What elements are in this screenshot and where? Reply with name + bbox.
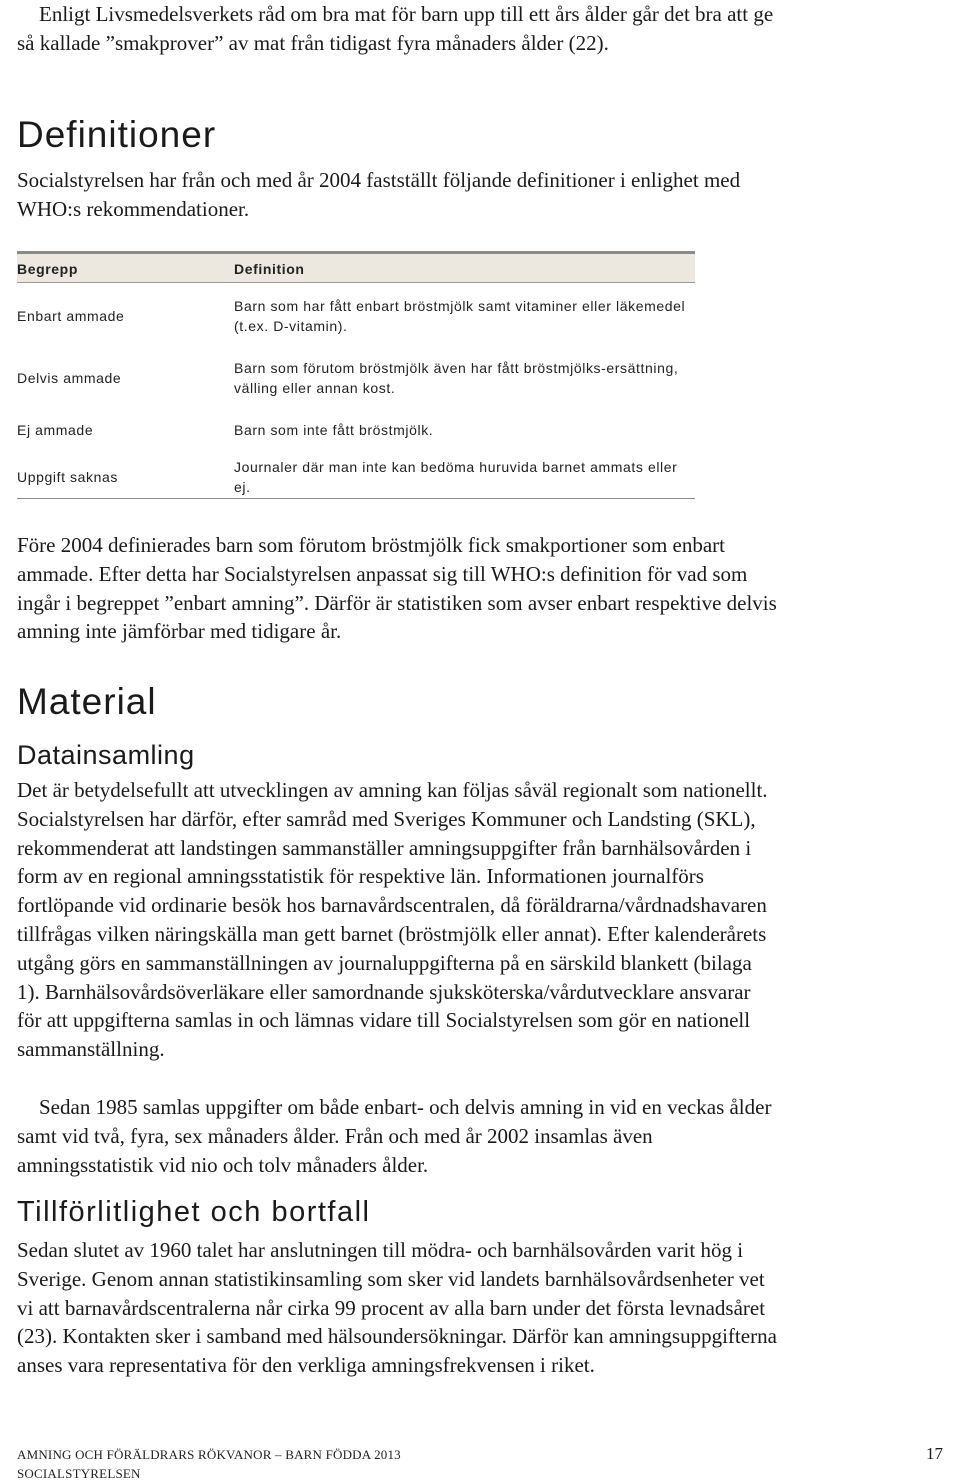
table-row-term: Ej ammade [17, 422, 94, 438]
table-header-definition: Definition [234, 261, 305, 277]
table-row-definition: Barn som har fått enbart bröstmjölk samt vitaminer eller läkemedel (t.ex. D-vitamin). [234, 298, 686, 334]
material-heading: Material [17, 681, 157, 722]
datainsamling-paragraph: Det är betydelsefullt att utvecklingen av amning kan följas såväl regionalt som nationellt. Socialstyrelsen har därför, efter samråd med Sveriges Kommuner och Landsting (SKL), rekommenderat att landstingen sammanställer amningsuppgifter från barnhälsovården i form av en regional amningsstatistik för respektive län. Informationen journalförs fortlöpande vid ordinarie besök hos barnavårdscentralen, då föräldrarna/vårdnadshavaren tillfrågas vilken näringskälla man gett barnet (bröstmjölk eller annat). Efter kalenderårets utgång görs en sammanställningen av journaluppgifterna på en särskild blankett (bilaga 1). Barnhälsovårdsöverläkare eller samordnande sjuksköterska/vårdutvecklare ansvarar för att uppgifterna samlas in och lämnas vidare till Socialstyrelsen som gör en nationell sammanställning. [17, 778, 768, 1062]
table-row-definition: Barn som förutom bröstmjölk även har fått bröstmjölks-ersättning, välling eller annan kost. [234, 360, 679, 396]
footer-title: AMNING OCH FÖRÄLDRARS RÖKVANOR – BARN FÖDDA 2013 [17, 1447, 401, 1462]
table-row-term: Delvis ammade [17, 370, 122, 386]
paragraph-definitions-note: Före 2004 definierades barn som förutom bröstmjölk fick smakportioner som enbart ammade. Efter detta har Socialstyrelsen anpassat sig till WHO:s definition för vad som ingår i begreppet ”enbart amning”. Därför är statistiken som avser enbart respektive delvis amning inte jämförbar med tidigare år. [17, 533, 777, 644]
definitions-table [17, 251, 695, 499]
tillforlitlighet-heading: Tillförlitlighet och bortfall [17, 1196, 371, 1228]
tillforlitlighet-paragraph: Sedan slutet av 1960 talet har anslutningen till mödra- och barnhälsovården varit hög i Sverige. Genom annan statistikinsamling som sker vid landets barnhälsovårdsenheter vet vi att barnavårdscentralerna når cirka 99 procent av alla barn under det första levnadsåret (23). Kontakten sker i samband med hälsoundersökningar. Därför kan amningsuppgifterna anses vara representativa för den verkliga amningsfrekvensen i riket. [17, 1238, 777, 1378]
footer-publisher: SOCIALSTYRELSEN [17, 1466, 141, 1481]
table-bottom-rule [17, 498, 695, 499]
definitions-intro: Socialstyrelsen har från och med år 2004 fastställt följande definitioner i enlighet med WHO:s rekommendationer. [17, 168, 741, 221]
table-row-term: Uppgift saknas [17, 469, 119, 485]
datainsamling-heading: Datainsamling [17, 740, 195, 770]
datainsamling-paragraph-2: Sedan 1985 samlas uppgifter om både enbart- och delvis amning in vid en veckas ålder samt vid två, fyra, sex månaders ålder. Från och med år 2002 insamlas även amningsstatistik vid nio och tolv månaders ålder. [17, 1095, 772, 1177]
intro-paragraph: Enligt Livsmedelsverkets råd om bra mat för barn upp till ett års ålder går det bra att ge så kallade ”smakprover” av mat från tidigast fyra månaders ålder (22). [17, 2, 774, 55]
definitions-heading: Definitioner [17, 114, 217, 155]
table-header-term: Begrepp [17, 261, 78, 277]
page-number: 17 [926, 1444, 943, 1463]
table-row-definition: Barn som inte fått bröstmjölk. [234, 422, 434, 438]
table-row-term: Enbart ammade [17, 308, 125, 324]
table-row-definition: Journaler där man inte kan bedöma huruvida barnet ammats eller ej. [234, 459, 678, 495]
